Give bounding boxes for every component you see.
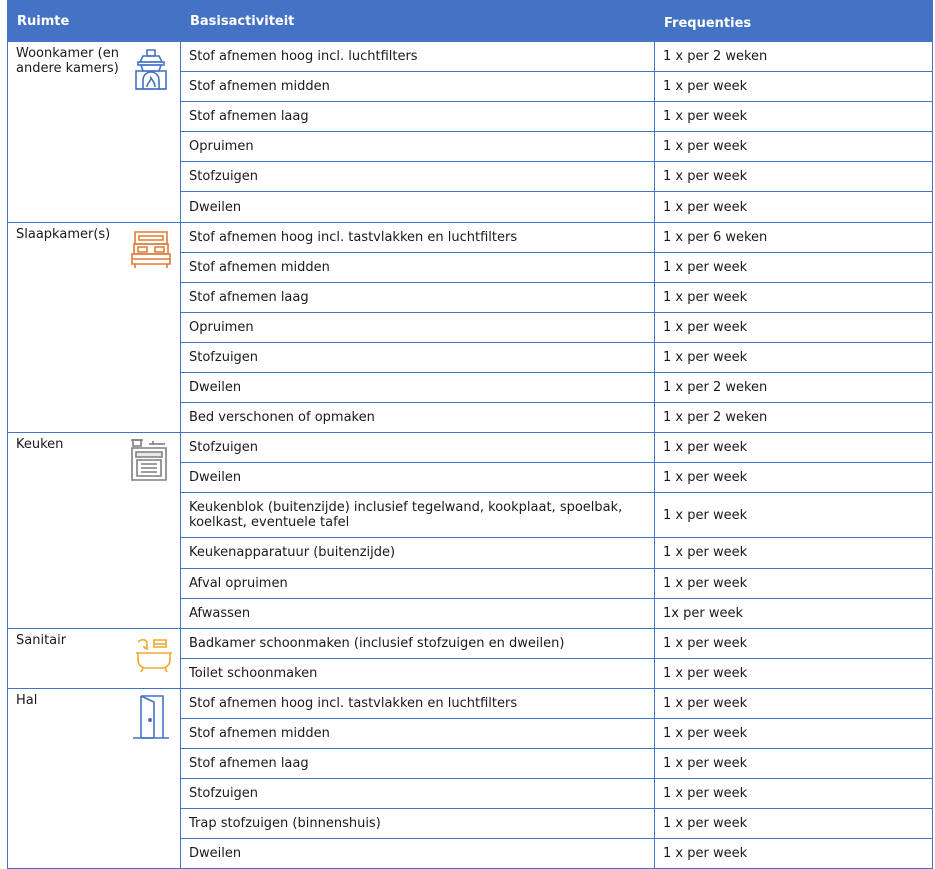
frequency-cell: 1 x per week xyxy=(655,628,933,658)
frequency-cell: 1 x per 2 weken xyxy=(655,403,933,433)
frequency-cell: 1 x per week xyxy=(655,779,933,809)
frequency-cell: 1 x per week xyxy=(655,493,933,538)
room-name: Slaapkamer(s) xyxy=(16,226,111,242)
activity-cell: Stof afnemen midden xyxy=(181,72,655,102)
header-room: Ruimte xyxy=(8,1,181,42)
room-cell xyxy=(8,628,181,688)
activity-cell: Dweilen xyxy=(181,463,655,493)
fireplace-icon xyxy=(129,47,173,91)
room-cell xyxy=(8,222,181,433)
room-name: Woonkamer (en andere kamers) xyxy=(16,46,119,76)
frequency-cell: 1 x per week xyxy=(655,342,933,372)
activity-cell: Opruimen xyxy=(181,132,655,162)
frequency-cell: 1 x per 6 weken xyxy=(655,222,933,252)
frequency-cell: 1 x per week xyxy=(655,192,933,222)
frequency-cell: 1 x per week xyxy=(655,433,933,463)
header-row xyxy=(8,1,933,42)
frequency-cell: 1 x per week xyxy=(655,132,933,162)
frequency-cell: 1 x per week xyxy=(655,718,933,748)
table-row xyxy=(8,688,933,718)
activity-cell: Keukenblok (buitenzijde) inclusief tegelwand, kookplaat, spoelbak, koelkast, eventuele tafel xyxy=(181,493,655,538)
frequency-cell: 1 x per 2 weken xyxy=(655,42,933,72)
activity-cell: Afwassen xyxy=(181,598,655,628)
activity-cell: Stof afnemen hoog incl. tastvlakken en luchtfilters xyxy=(181,688,655,718)
frequency-cell: 1 x per week xyxy=(655,749,933,779)
frequency-cell: 1 x per week xyxy=(655,72,933,102)
activity-cell: Badkamer schoonmaken (inclusief stofzuigen en dweilen) xyxy=(181,628,655,658)
activity-cell: Stofzuigen xyxy=(181,162,655,192)
frequency-cell: 1 x per 2 weken xyxy=(655,373,933,403)
frequency-cell: 1 x per week xyxy=(655,538,933,568)
activity-cell: Stofzuigen xyxy=(181,342,655,372)
frequency-cell: 1 x per week xyxy=(655,463,933,493)
frequency-cell: 1 x per week xyxy=(655,658,933,688)
activity-cell: Stofzuigen xyxy=(181,779,655,809)
cleaning-schedule-table xyxy=(7,0,933,869)
door-icon xyxy=(129,693,173,741)
activity-cell: Stof afnemen laag xyxy=(181,749,655,779)
activity-cell: Stof afnemen midden xyxy=(181,718,655,748)
activity-cell: Bed verschonen of opmaken xyxy=(181,403,655,433)
frequency-cell: 1 x per week xyxy=(655,568,933,598)
frequency-cell: 1 x per week xyxy=(655,809,933,839)
activity-cell: Opruimen xyxy=(181,312,655,342)
activity-cell: Trap stofzuigen (binnenshuis) xyxy=(181,809,655,839)
activity-cell: Toilet schoonmaken xyxy=(181,658,655,688)
frequency-cell: 1 x per week xyxy=(655,688,933,718)
frequency-cell: 1 x per week xyxy=(655,312,933,342)
room-name: Keuken xyxy=(16,437,64,453)
activity-cell: Keukenapparatuur (buitenzijde) xyxy=(181,538,655,568)
header-activity: Basisactiviteit xyxy=(181,1,655,42)
stove-icon xyxy=(129,436,169,482)
room-cell xyxy=(8,42,181,223)
activity-cell: Dweilen xyxy=(181,192,655,222)
activity-cell: Stofzuigen xyxy=(181,433,655,463)
frequency-cell: 1 x per week xyxy=(655,839,933,869)
activity-cell: Stof afnemen midden xyxy=(181,252,655,282)
table-row xyxy=(8,628,933,658)
room-cell xyxy=(8,433,181,628)
room-cell xyxy=(8,688,181,869)
activity-cell: Afval opruimen xyxy=(181,568,655,598)
frequency-cell: 1x per week xyxy=(655,598,933,628)
table-row xyxy=(8,222,933,252)
bathtub-icon xyxy=(134,636,174,674)
activity-cell: Stof afnemen hoog incl. tastvlakken en luchtfilters xyxy=(181,222,655,252)
room-name: Hal xyxy=(16,692,38,708)
frequency-cell: 1 x per week xyxy=(655,282,933,312)
table-row xyxy=(8,433,933,463)
table-row xyxy=(8,42,933,72)
activity-cell: Dweilen xyxy=(181,839,655,869)
activity-cell: Stof afnemen hoog incl. luchtfilters xyxy=(181,42,655,72)
room-name: Sanitair xyxy=(16,632,67,648)
activity-cell: Stof afnemen laag xyxy=(181,102,655,132)
header-frequency: Frequenties xyxy=(655,1,933,42)
bed-icon xyxy=(129,228,173,272)
frequency-cell: 1 x per week xyxy=(655,102,933,132)
frequency-cell: 1 x per week xyxy=(655,252,933,282)
activity-cell: Stof afnemen laag xyxy=(181,282,655,312)
frequency-cell: 1 x per week xyxy=(655,162,933,192)
activity-cell: Dweilen xyxy=(181,373,655,403)
